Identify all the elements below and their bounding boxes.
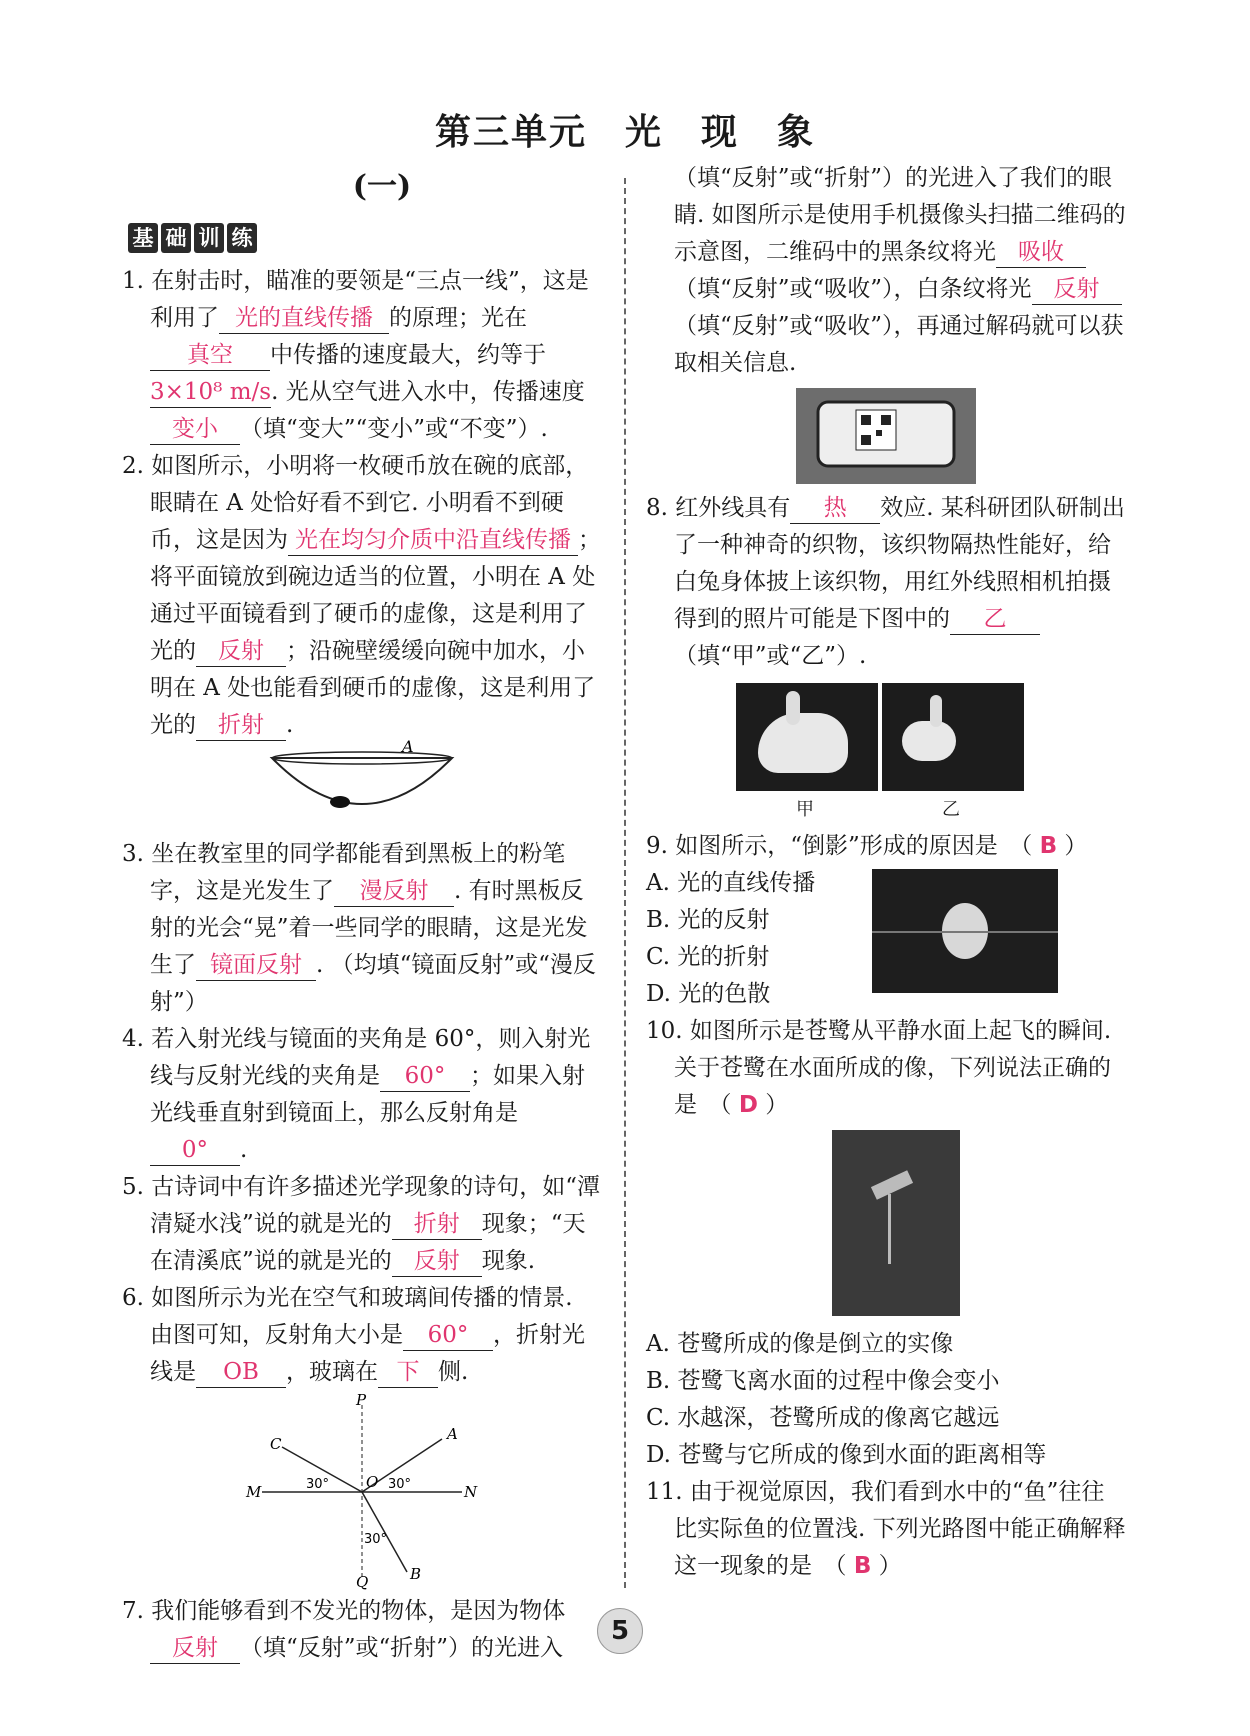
answer-blank: 下: [378, 1357, 438, 1388]
option: D. 苍鹭与它所成的像到水面的距离相等: [646, 1442, 1047, 1468]
option: A. 苍鹭所成的像是倒立的实像: [646, 1331, 954, 1357]
light-path-figure: [242, 1391, 482, 1591]
question-11: 11. 由于视觉原因，我们看到水中的“鱼”往往比实际鱼的位置浅. 下列光路图中能正确解释这一现象的是 （ B ）: [646, 1479, 1126, 1579]
answer-blank: 漫反射: [334, 876, 454, 907]
point-a-label: A: [402, 737, 414, 756]
answer-blank: 镜面反射: [196, 950, 316, 981]
answer-blank: 3×10⁸ m/s: [150, 377, 271, 408]
angle-label: 30°: [364, 1532, 388, 1547]
badge-char: 基: [128, 223, 158, 253]
answer-blank: OB: [196, 1357, 286, 1388]
option: C. 水越深，苍鹭所成的像离它越远: [646, 1405, 1000, 1431]
label-b: B: [410, 1565, 422, 1583]
caption-yi: 乙: [942, 799, 960, 820]
page-title: 第三单元 光 现 象: [434, 112, 815, 153]
answer-choice: B: [853, 1553, 872, 1579]
answer-blank: 光的直线传播: [219, 303, 389, 334]
answer-blank: 光在均匀介质中沿直线传播: [288, 525, 578, 556]
label-c: C: [270, 1435, 282, 1453]
section-heading: (一): [352, 169, 412, 204]
badge-char: 训: [194, 223, 224, 253]
answer-choice: D: [738, 1092, 758, 1118]
reflection-photo: [872, 869, 1058, 993]
section-badge: [128, 223, 602, 253]
option: C. 光的折射: [646, 944, 770, 970]
caption-jia: 甲: [796, 799, 814, 820]
answer-blank: 60°: [403, 1320, 493, 1351]
question-4: 4. 若入射光线与镜面的夹角是 60°，则入射光线与反射光线的夹角是 60° ；如果入射光线垂直射到镜面上，那么反射角是0° .: [122, 1021, 602, 1169]
question-2: 2. 如图所示，小明将一枚硬币放在碗的底部，眼睛在 A 处恰好看不到它. 小明看不到硬币，这是因为 光在均匀介质中沿直线传播 ；将平面镜放到碗边适当的位置，小明在 A 处通过平面镜看到了硬币的虚像，这是利用了光的 反射 ；沿碗壁缓缓向碗中加水，小明在 A 处也能看到硬币的虚像，这是利用了光的 折射 .: [122, 448, 602, 744]
heron-photo: [832, 1130, 960, 1316]
question-10: 10. 如图所示是苍鹭从平静水面上起飞的瞬间. 关于苍鹭在水面所成的像，下列说法正确的是 （ D ）: [646, 1018, 1112, 1118]
badge-char: 础: [161, 223, 191, 253]
answer-blank: 60°: [380, 1061, 470, 1092]
answer-blank: 乙: [950, 604, 1040, 635]
column-divider: [624, 178, 626, 1588]
label-o: O: [366, 1473, 379, 1491]
label-p: P: [356, 1391, 367, 1409]
answer-choice: B: [1039, 833, 1058, 859]
answer-blank: 反射: [196, 636, 286, 667]
answer-blank: 折射: [196, 710, 286, 741]
angle-label: 30°: [388, 1477, 412, 1492]
question-3: 3. 坐在教室里的同学都能看到黑板上的粉笔字，这是光发生了 漫反射 . 有时黑板反射的光会“晃”着一些同学的眼睛，这是光发生了 镜面反射 . （均填“镜面反射”或“漫反射”）: [122, 841, 596, 1015]
phone-qr-photo: [796, 388, 976, 484]
rabbit-photo-jia: [736, 683, 878, 791]
label-q: Q: [356, 1573, 369, 1591]
question-9: 9. 如图所示，“倒影”形成的原因是 （ B ）: [646, 833, 1088, 859]
answer-blank: 反射: [392, 1246, 482, 1277]
rabbit-photos: [736, 683, 1126, 791]
bowl-figure: [252, 737, 472, 830]
label-n: N: [464, 1483, 478, 1501]
question-7: 7. 我们能够看到不发光的物体，是因为物体反射 （填“反射”或“折射”）的光进入: [122, 1593, 602, 1667]
answer-blank: 反射: [150, 1633, 240, 1664]
question-6: 6. 如图所示为光在空气和玻璃间传播的情景. 由图可知，反射角大小是 60° ，折射光线是 OB ，玻璃在 下 侧.: [122, 1280, 602, 1391]
label-m: M: [246, 1483, 262, 1501]
answer-blank: 反射: [1032, 274, 1122, 305]
right-column: [646, 160, 1126, 1585]
option: D. 光的色散: [646, 981, 771, 1007]
option: B. 光的反射: [646, 907, 770, 933]
label-a: A: [447, 1425, 458, 1443]
answer-blank: 变小: [150, 414, 240, 445]
option: B. 苍鹭飞离水面的过程中像会变小: [646, 1368, 1000, 1394]
answer-blank: 吸收: [996, 237, 1086, 268]
question-1: 1. 在射击时，瞄准的要领是“三点一线”，这是利用了 光的直线传播 的原理；光在真空 中传播的速度最大，约等于3×10⁸ m/s. 光从空气进入水中，传播速度变小 （填“变大”“变小”或“不变”）.: [122, 263, 602, 448]
left-column: [122, 168, 602, 1667]
page-number: 5: [597, 1608, 643, 1654]
rabbit-photo-yi: [882, 683, 1024, 791]
option: A. 光的直线传播: [646, 870, 816, 896]
angle-label: 30°: [306, 1477, 330, 1492]
answer-blank: 真空: [150, 340, 270, 371]
answer-blank: 折射: [392, 1209, 482, 1240]
badge-char: 练: [227, 223, 257, 253]
answer-blank: 热: [790, 493, 880, 524]
question-7-continued: （填“反射”或“折射”）的光进入了我们的眼睛. 如图所示是使用手机摄像头扫描二维码的示意图，二维码中的黑条纹将光 吸收（填“反射”或“吸收”），白条纹将光 反射（填“反射”或“吸收”），再通过解码就可以获取相关信息.: [674, 165, 1126, 376]
question-5: 5. 古诗词中有许多描述光学现象的诗句，如“潭清疑水浅”说的就是光的 折射 现象；“天在清溪底”说的就是光的 反射 现象.: [122, 1169, 602, 1280]
question-8: 8. 红外线具有 热 效应. 某科研团队研制出了一种神奇的织物，该织物隔热性能好，给白兔身体披上该织物，用红外线照相机拍摄得到的照片可能是下图中的 乙（填“甲”或“乙”）.: [646, 495, 1125, 669]
answer-blank: 0°: [150, 1135, 240, 1166]
